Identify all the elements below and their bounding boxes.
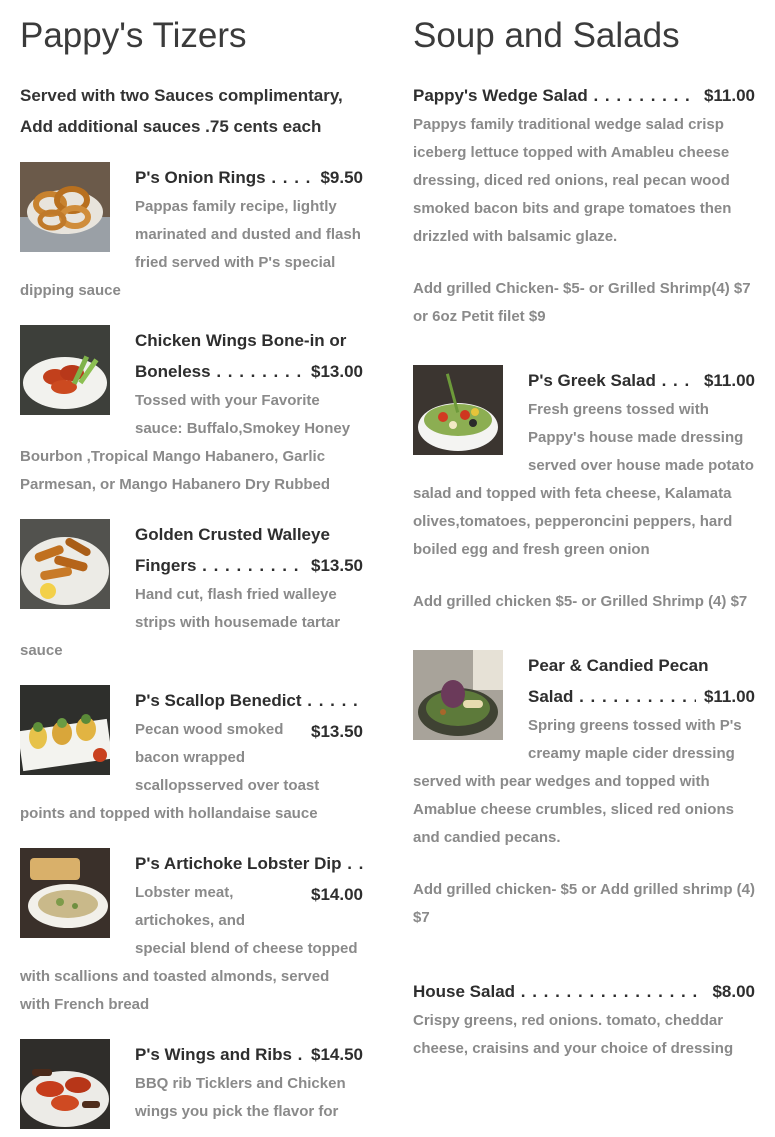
item-name: P's Wings and Ribs . . . [135, 1039, 303, 1070]
item-addon: Add grilled chicken $5- or Grilled Shrimp (4) $7 [413, 593, 748, 610]
item-name: P's Greek Salad . . . [528, 365, 696, 396]
item-description: Pecan wood smoked bacon wrapped scallopsserved over toast points and topped with hollandaise sauce [20, 721, 320, 822]
item-addon: Add grilled Chicken- $5- or Grilled Shrimp(4) $7 or 6oz Petit filet $9 [413, 280, 751, 325]
item-price: $13.50 [311, 556, 363, 575]
wings-ribs-photo [20, 1039, 110, 1129]
onion-rings-photo [20, 162, 110, 252]
menu-item-scallop-benedict [20, 685, 363, 828]
item-description: Crispy greens, red onions. tomato, cheddar cheese, craisins and your choice of dressing [413, 1012, 734, 1057]
pear-salad-photo [413, 650, 503, 740]
item-description: Tossed with your Favorite sauce: Buffalo,Smokey Honey Bourbon ,Tropical Mango Habanero, Garlic Parmesan, or Mango Habanero Dry Rubbed [20, 392, 351, 493]
item-description: Spring greens tossed with P's creamy maple cider dressing served with pear wedges and topped with Amablue cheese crumbles, sliced red onions and candied pecans. [413, 717, 742, 846]
menu-item-artichoke-lobster-dip [20, 848, 363, 1019]
item-price: $11.00 [703, 86, 755, 105]
menu-item-greek-salad [413, 365, 755, 616]
item-description: Pappys family traditional wedge salad crisp iceberg lettuce topped with Amableu cheese dressing, diced red onions, real pecan wood smoked bacon bits and grape tomatoes then drizzled with balsamic glaze. [413, 116, 732, 245]
menu-item-walleye [20, 519, 363, 665]
item-name: P's Onion Rings . . . [135, 162, 312, 193]
menu-item-wedge-salad [413, 80, 755, 331]
tizers-heading: Pappy's Tizers [20, 16, 247, 55]
item-price: $13.00 [311, 362, 363, 381]
tizers-column [20, 0, 363, 1137]
item-price: $9.50 [320, 168, 363, 187]
item-price: $11.00 [703, 687, 755, 706]
item-price: $8.00 [712, 982, 755, 1001]
salads-heading: Soup and Salads [413, 16, 680, 55]
scallop-photo [20, 685, 110, 775]
item-description: Fresh greens tossed with Pappy's house made dressing served over house made potato salad and topped with feta cheese, Kalamata olives,tomatoes, pepperoncini peppers, hard boiled egg and fresh green onion [413, 401, 754, 558]
item-name: Pappy's Wedge Salad . . . [413, 80, 696, 111]
greek-salad-photo [413, 365, 503, 455]
item-price: $14.50 [311, 1045, 363, 1064]
item-price: $11.00 [703, 371, 755, 390]
walleye-photo [20, 519, 110, 609]
menu-item-chicken-wings [20, 325, 363, 499]
menu-item-onion-rings [20, 162, 363, 305]
item-description: Lobster meat, artichokes, and special blend of cheese topped with scallions and toasted almonds, served with French bread [20, 884, 358, 1013]
item-description: BBQ rib Ticklers and Chicken wings you pick the flavor for [135, 1075, 346, 1120]
menu-item-pear-salad [413, 650, 755, 932]
item-price: $13.50 [311, 722, 363, 741]
item-name: Fingers . . . [135, 550, 303, 581]
item-name-top: Chicken Wings Bone-in or [135, 331, 347, 350]
chicken-wings-photo [20, 325, 110, 415]
item-addon: Add grilled chicken- $5 or Add grilled shrimp (4) $7 [413, 881, 755, 926]
item-price: $14.00 [311, 885, 363, 904]
item-name: P's Scallop Benedict . . . [135, 685, 363, 716]
item-name-top: Pear & Candied Pecan [528, 656, 709, 675]
salads-column [413, 0, 755, 1063]
menu-item-wings-and-ribs [20, 1039, 363, 1137]
menu-item-house-salad [413, 976, 755, 1063]
item-description: Hand cut, flash fried walleye strips with housemade tartar sauce [20, 586, 341, 659]
item-name: Boneless . . . [135, 356, 303, 387]
sauce-note: Served with two Sauces complimentary, Add additional sauces .75 cents each [20, 86, 343, 136]
item-name: Salad . . . [528, 681, 696, 712]
item-description: Pappas family recipe, lightly marinated and dusted and flash fried served with P's special dipping sauce [20, 198, 361, 299]
lobster-dip-photo [20, 848, 110, 938]
item-name-top: Golden Crusted Walleye [135, 525, 330, 544]
item-name: P's Artichoke Lobster Dip . . . [135, 848, 363, 879]
item-name: House Salad . . . [413, 976, 704, 1007]
